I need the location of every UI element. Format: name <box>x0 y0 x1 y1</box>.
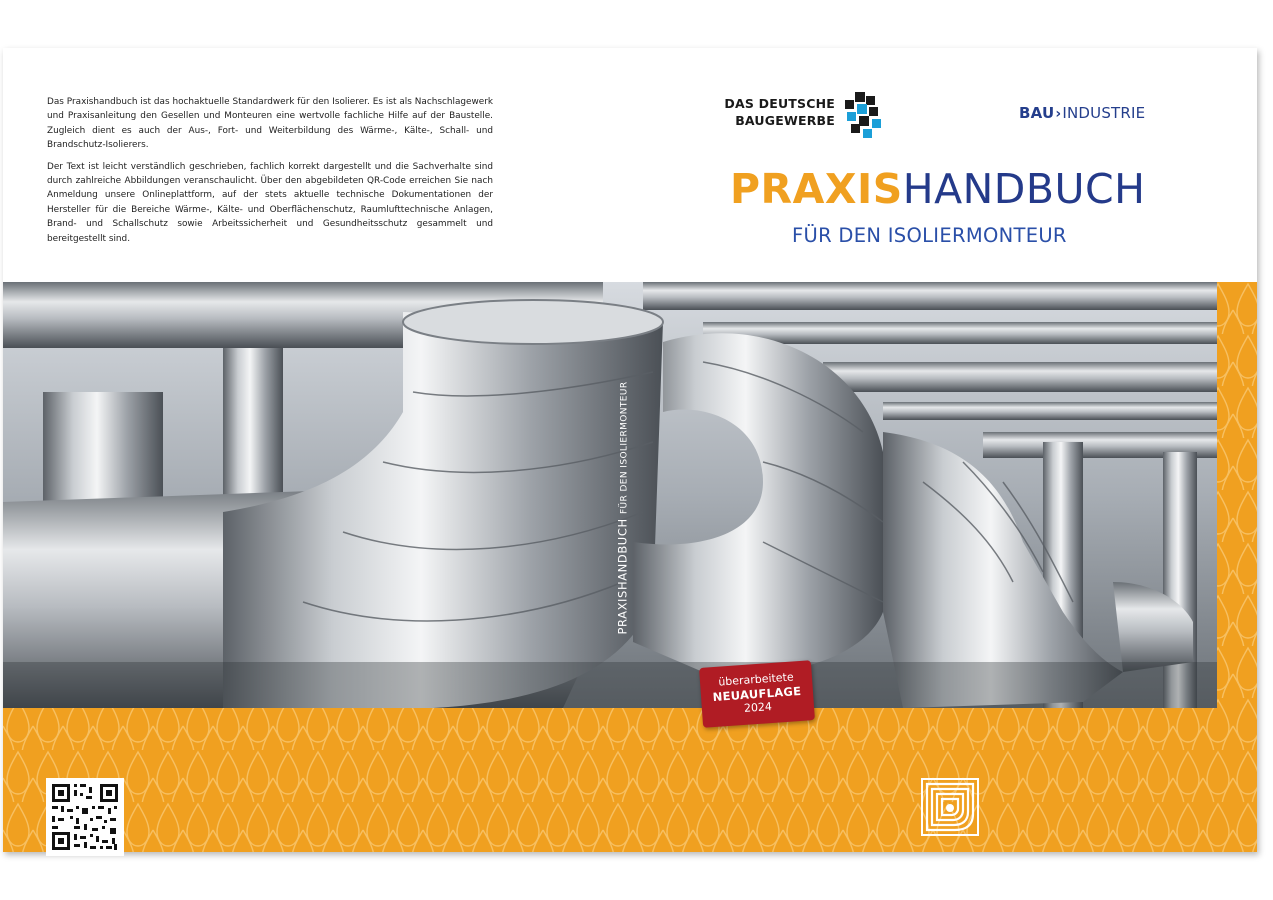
chevron-right-icon: › <box>1055 106 1062 122</box>
foerdergemeinschaft-logo-icon <box>921 778 979 838</box>
badge-line-2: NEUAUFLAGE <box>712 683 802 705</box>
isbn: ISBN 978-3-9821342-1-5 <box>344 864 485 877</box>
title-handbuch: HANDBUCH <box>902 165 1146 213</box>
bauindustrie-logo <box>1019 104 1145 122</box>
bauindustrie-bau: BAU <box>1019 104 1055 122</box>
back-cover-blurb <box>47 95 493 253</box>
badge-line-1: überarbeitete <box>717 670 795 689</box>
qr-code[interactable] <box>46 778 124 856</box>
spine-title: PRAXISHANDBUCH <box>616 518 630 635</box>
book-subtitle: FÜR DEN ISOLIERMONTEUR <box>792 224 1067 247</box>
cube-mark-icon <box>839 92 887 140</box>
book-cover-spread <box>3 48 1257 877</box>
qr-code-icon <box>46 778 124 856</box>
top-white-band <box>3 48 1257 282</box>
title-praxis: PRAXIS <box>730 165 903 213</box>
new-edition-badge <box>699 660 815 728</box>
blurb-paragraph-2: Der Text ist leicht verständlich geschrieben, fachlich korrekt dargestellt und die Sachverhalte sind durch zahlreiche Abbildungen veranschaulicht. Über den abgebildeten QR-Code erreichen Sie nach Anmeldung unsere Onlineplattform, auf der stets aktuelle technische Dokumentationen der Hersteller für die Bereiche Wärme-, Kälte- und Oberflächenschutz, Raumlufttechnische Anlagen, Brand- und Schallschutz sowie Arbeitssicherheit und Gesundheitsschutz gesammelt und bereitgestellt sind. <box>47 161 493 244</box>
bauindustrie-rest: INDUSTRIE <box>1062 104 1146 122</box>
logo-dd-line1: DAS DEUTSCHE <box>724 96 835 111</box>
spine-subtitle: FÜR DEN ISOLIERMONTEUR <box>620 381 630 515</box>
book-title <box>730 166 1145 212</box>
blurb-paragraph-1: Das Praxishandbuch ist das hochaktuelle Standardwerk für den Isolierer. Es ist als Nachschlagewerk und Praxisanleitung den Gesellen und Monteuren eine wertvolle fachliche Hilfe auf der Baustelle. Zugleich dient es auch der Aus-, Fort- und Weiterbildung des Wärme-, Kälte-, Schall- und Brandschutz-Isolierers. <box>47 97 493 151</box>
logo-dd-line2: BAUGEWERBE <box>735 113 835 128</box>
badge-line-3: 2024 <box>743 700 773 715</box>
spine <box>609 358 637 658</box>
publisher-line: Hrsg.: Fördergemeinschaft Dämmtechnik – Wärme-, Kälte-, Schall- und Brandschutz e.V. <box>712 864 1175 876</box>
